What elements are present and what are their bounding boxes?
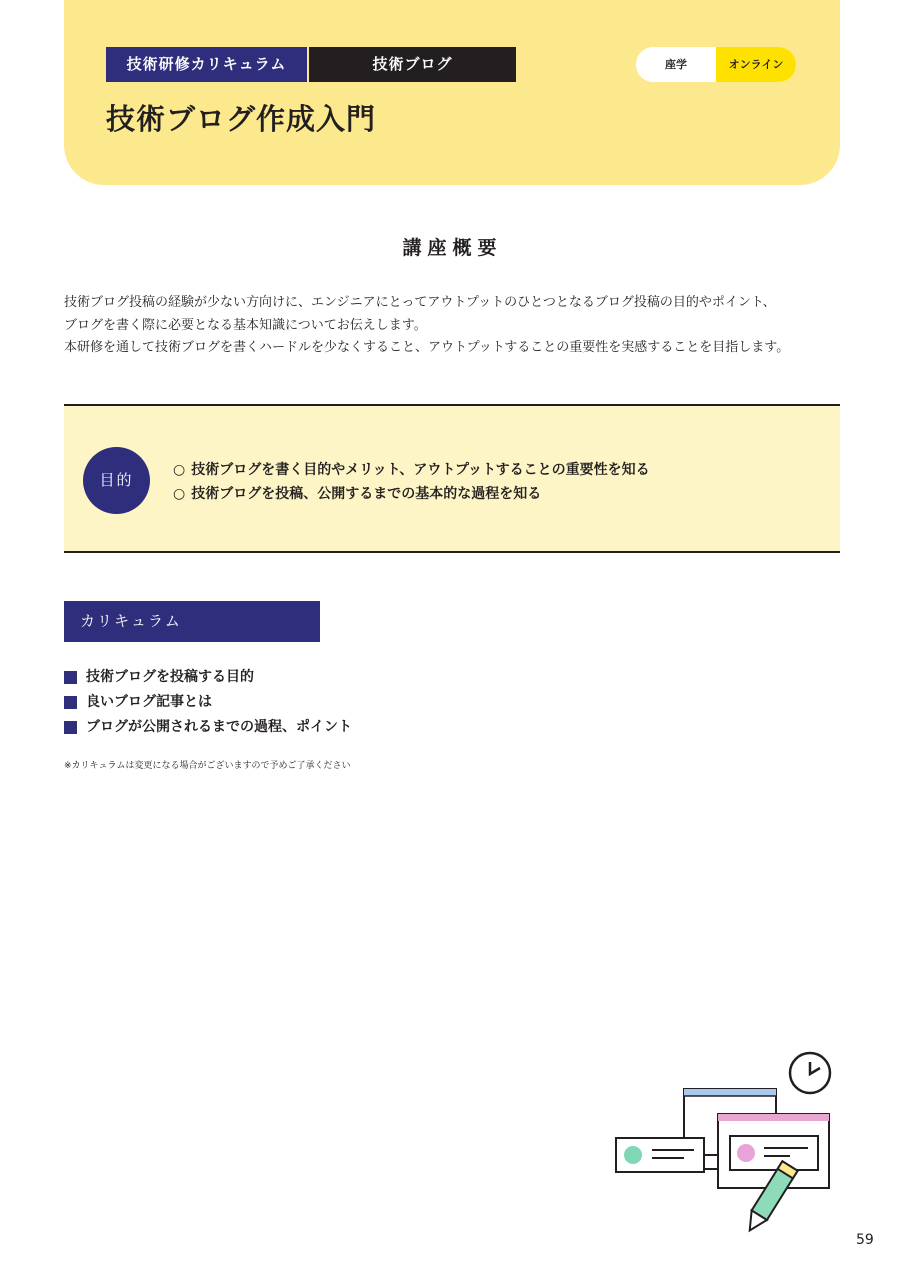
category-tag: 技術研修カリキュラム bbox=[106, 47, 307, 82]
mode-online: オンライン bbox=[716, 47, 796, 82]
mode-toggle bbox=[636, 47, 796, 82]
circle-bullet-icon: ○ bbox=[173, 462, 186, 478]
subcategory-tag: 技術ブログ bbox=[309, 47, 516, 82]
purpose-item-text: 技術ブログを投稿、公開するまでの基本的な過程を知る bbox=[191, 486, 542, 502]
curriculum-item-text: 技術ブログを投稿する目的 bbox=[86, 669, 254, 685]
purpose-item bbox=[173, 458, 650, 482]
curriculum-item-text: 良いブログ記事とは bbox=[86, 694, 212, 710]
page-title: 技術ブログ作成入門 bbox=[106, 102, 377, 136]
curriculum-item-text: ブログが公開されるまでの過程、ポイント bbox=[86, 719, 352, 735]
curriculum-note: ※カリキュラムは変更になる場合がございますので予めご了承ください bbox=[64, 761, 351, 771]
square-bullet-icon bbox=[64, 671, 77, 684]
overview-line: ブログを書く際に必要となる基本知識についてお伝えします。 bbox=[64, 317, 427, 333]
circle-bullet-icon: ○ bbox=[173, 486, 186, 502]
mode-classroom: 座学 bbox=[636, 47, 716, 82]
overview-line: 技術ブログ投稿の経験が少ない方向けに、エンジニアにとってアウトプットのひとつとなるブログ投稿の目的やポイント、 bbox=[64, 295, 776, 310]
overview-line: 本研修を通して技術ブログを書くハードルを少なくすること、アウトプットすることの重要性を実感することを目指します。 bbox=[64, 340, 790, 355]
curriculum-label: カリキュラム bbox=[64, 601, 320, 642]
purpose-list bbox=[173, 458, 650, 506]
purpose-item bbox=[173, 482, 650, 506]
overview-heading: 講座概要 bbox=[402, 237, 503, 259]
chat-card-icon bbox=[616, 1138, 718, 1172]
header-banner bbox=[64, 0, 840, 185]
purpose-item-text: 技術ブログを書く目的やメリット、アウトプットすることの重要性を知る bbox=[191, 462, 650, 478]
overview-text bbox=[64, 292, 854, 360]
curriculum-item bbox=[64, 690, 352, 715]
square-bullet-icon bbox=[64, 696, 77, 709]
curriculum-item bbox=[64, 715, 352, 740]
clock-icon bbox=[790, 1053, 830, 1093]
square-bullet-icon bbox=[64, 721, 77, 734]
curriculum-item bbox=[64, 665, 352, 690]
purpose-badge: 目的 bbox=[83, 447, 150, 514]
purpose-box bbox=[64, 404, 840, 553]
curriculum-list bbox=[64, 665, 352, 740]
illustration bbox=[612, 1048, 842, 1248]
page-number: 59 bbox=[856, 1232, 874, 1248]
